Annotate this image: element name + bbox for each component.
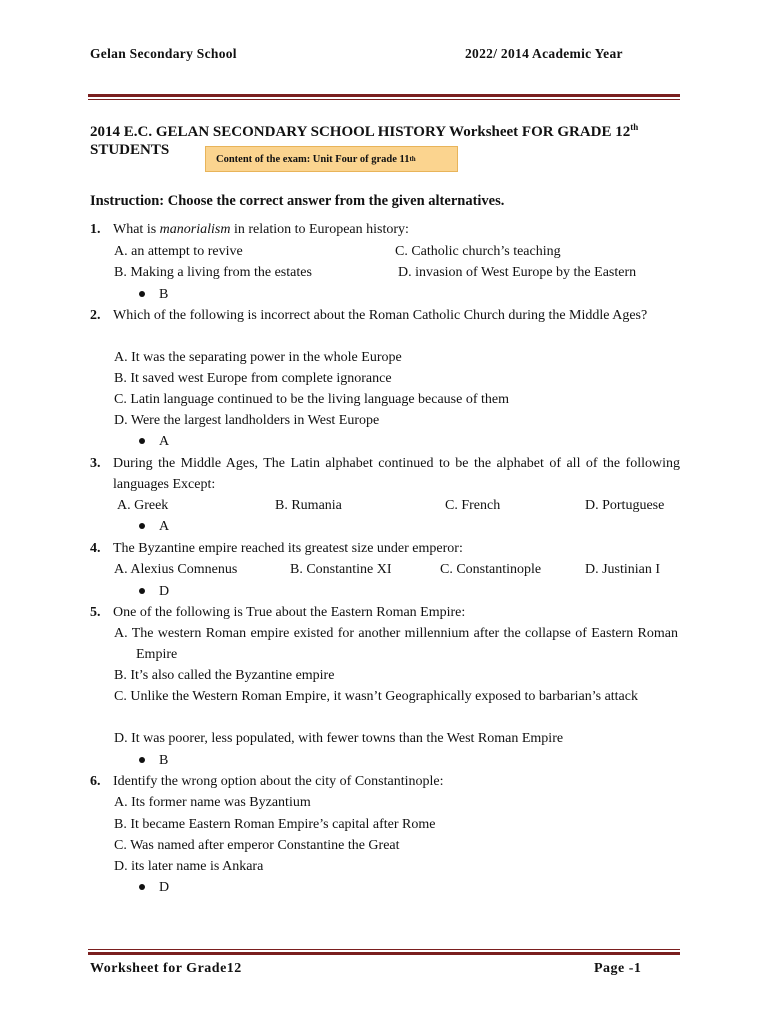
option-d[interactable]: D. its later name is Ankara xyxy=(114,859,264,874)
option-a[interactable]: A. Its former name was Byzantium xyxy=(114,795,311,810)
answer: D xyxy=(139,581,169,602)
answer: B xyxy=(139,284,168,305)
option-b[interactable]: B. It saved west Europe from complete ignorance xyxy=(114,371,392,386)
content-box-sup: th xyxy=(409,155,416,163)
option-a[interactable]: A. Greek xyxy=(117,498,169,513)
footer-rule-thin xyxy=(88,949,680,950)
question-text: What is manorialism in relation to European history: xyxy=(113,222,409,237)
bullet-icon xyxy=(139,757,145,763)
bullet-icon xyxy=(139,884,145,890)
option-c[interactable]: C. Latin language continued to be the living language because of them xyxy=(114,392,509,407)
option-d[interactable]: D. It was poorer, less populated, with fewer towns than the West Roman Empire xyxy=(114,731,564,746)
option-d[interactable]: D. Justinian I xyxy=(585,562,661,577)
bullet-icon xyxy=(139,291,145,297)
question-number: 3. xyxy=(90,456,101,471)
question-number: 4. xyxy=(90,541,101,556)
question-text: Identify the wrong option about the city of Constantinople: xyxy=(113,774,444,789)
option-d[interactable]: D. Were the largest landholders in West Europe xyxy=(114,413,380,428)
option-b[interactable]: B. It’s also called the Byzantine empire xyxy=(114,668,335,683)
content-box xyxy=(205,146,458,172)
title-sup: th xyxy=(630,122,639,132)
answer: A xyxy=(139,516,169,537)
bullet-icon xyxy=(139,523,145,529)
option-d[interactable]: D. Portuguese xyxy=(585,498,665,513)
answer: D xyxy=(139,877,169,898)
question-number: 5. xyxy=(90,605,101,620)
question-number: 2. xyxy=(90,308,101,323)
bullet-icon xyxy=(139,438,145,444)
header-rule-thick xyxy=(88,94,680,97)
question-number: 1. xyxy=(90,222,101,237)
option-b[interactable]: B. Making a living from the estates xyxy=(114,265,312,280)
question-text: One of the following is True about the Eastern Roman Empire: xyxy=(113,605,466,620)
question-text: The Byzantine empire reached its greatest size under emperor: xyxy=(113,541,463,556)
question-3 xyxy=(90,453,680,495)
option-c[interactable]: C. Was named after emperor Constantine the Great xyxy=(114,838,400,853)
question-6 xyxy=(90,771,680,792)
question-4 xyxy=(90,538,680,559)
option-c[interactable]: C. Catholic church’s teaching xyxy=(395,244,561,259)
school-name: Gelan Secondary School xyxy=(90,46,237,61)
page-number: Page -1 xyxy=(594,961,642,976)
option-b[interactable]: B. Rumania xyxy=(275,498,342,513)
option-a[interactable]: A. an attempt to revive xyxy=(114,244,243,259)
question-5 xyxy=(90,602,680,623)
question-text: During the Middle Ages, The Latin alphabet continued to be the alphabet of all of the following languages Except: xyxy=(113,456,680,492)
option-a[interactable]: A. Alexius Comnenus xyxy=(114,562,238,577)
option-c[interactable]: C. Constantinople xyxy=(440,562,542,577)
option-b[interactable]: B. Constantine XI xyxy=(290,562,392,577)
option-b[interactable]: B. It became Eastern Roman Empire’s capital after Rome xyxy=(114,817,436,832)
question-emphasis: manorialism xyxy=(159,222,231,237)
content-box-text: Content of the exam: Unit Four of grade 11 xyxy=(216,153,410,165)
bullet-icon xyxy=(139,588,145,594)
answer: B xyxy=(139,750,168,771)
instruction: Instruction: Choose the correct answer from the given alternatives. xyxy=(90,193,505,209)
option-c[interactable]: C. Unlike the Western Roman Empire, it wasn’t Geographically exposed to barbarian’s attack xyxy=(114,689,638,704)
question-number: 6. xyxy=(90,774,101,789)
footer-rule-thick xyxy=(88,952,680,955)
header-rule-thin xyxy=(88,99,680,100)
question-text: Which of the following is incorrect about the Roman Catholic Church during the Middle Ages? xyxy=(113,308,648,323)
academic-year: 2022/ 2014 Academic Year xyxy=(465,46,623,61)
option-c[interactable]: C. French xyxy=(445,498,501,513)
footer-title: Worksheet for Grade12 xyxy=(90,961,242,976)
option-a[interactable]: A. The western Roman empire existed for another millennium after the collapse of Eastern Roman Empire xyxy=(114,626,678,662)
title-main: 2014 E.C. GELAN SECONDARY SCHOOL HISTORY Worksheet FOR GRADE 12 xyxy=(90,124,631,140)
question-2 xyxy=(90,305,680,326)
option-a[interactable]: A. It was the separating power in the whole Europe xyxy=(114,350,402,365)
question-1 xyxy=(90,219,680,240)
title-line2: STUDENTS xyxy=(90,142,170,158)
option-d[interactable]: D. invasion of West Europe by the Eastern xyxy=(398,265,637,280)
answer: A xyxy=(139,431,169,452)
